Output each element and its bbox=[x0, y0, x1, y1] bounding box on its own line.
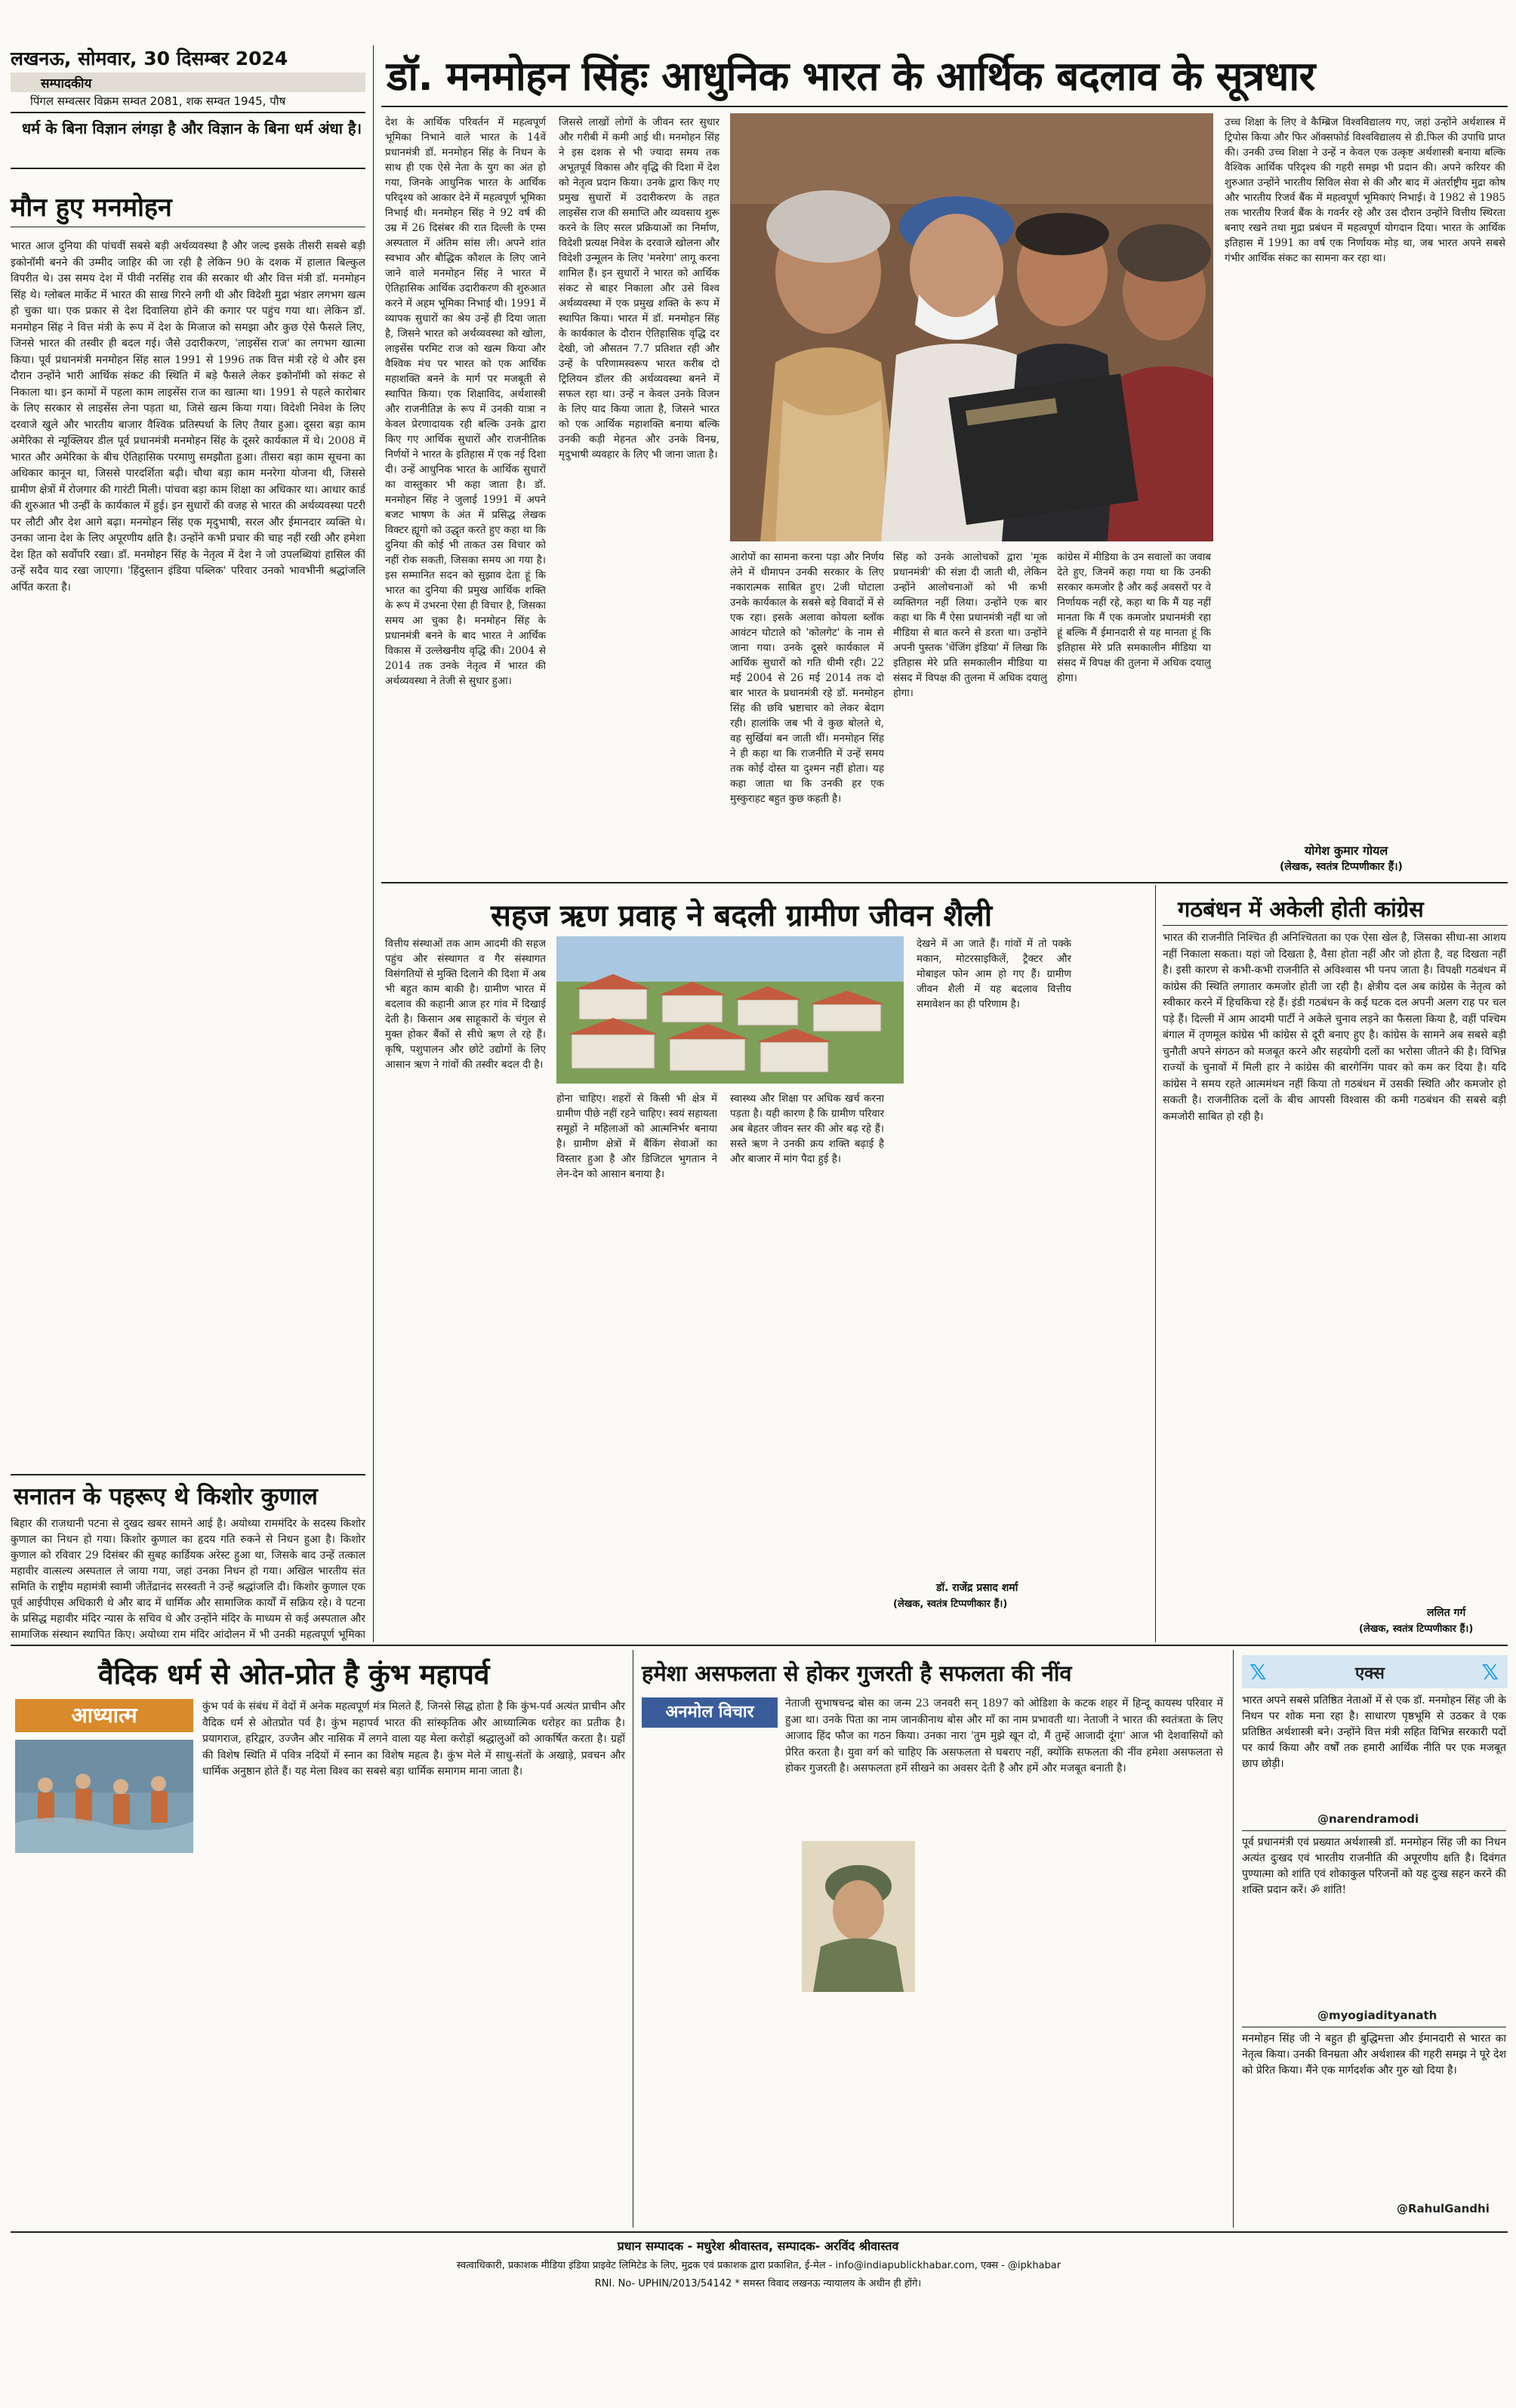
tweet-modi: भारत अपने सबसे प्रतिष्ठित नेताओं में से एक डॉ. मनमोहन सिंह जी के निधन पर शोक मना रहा है। साधारण पृष्ठभूमि से उठकर वे एक प्रतिष्ठित अर्थशास्त्री बने। उन्होंने वित्त मंत्री सहित विभिन्न सरकारी पदों पर कार्य किया और वर्षों तक हमारी आर्थिक नीति पर एक मजबूत छाप छोड़ी। bbox=[1242, 1694, 1506, 1770]
kumbh-headline: वैदिक धर्म से ओत-प्रोत है कुंभ महापर्व bbox=[98, 1658, 490, 1691]
gramin-headline: सहज ऋण प्रवाह ने बदली ग्रामीण जीवन शैली bbox=[491, 899, 993, 933]
lead-col-4: सिंह को उनके आलोचकों द्वारा 'मूक प्रधानमंत्री' की संज्ञा दी जाती थी, लेकिन उन्होंने आलोचनाओं को भी कभी व्यक्तिगत नहीं लिया। उन्होंने एक बार कहा था कि मैं ऐसा प्रधानमंत्री नहीं था जो मीडिया से बात करने से डरता था। उन्होंने अपनी पुस्तक 'चेंजिंग इंडिया' में लिखा कि इतिहास मेरे प्रति समकालीन मीडिया या संसद में विपक्ष की तुलना में अधिक दयालु होगा। bbox=[893, 551, 1047, 699]
lead-author-note: (लेखक, स्वतंत्र टिप्पणीकार हैं।) bbox=[1280, 861, 1403, 873]
footer-rni: RNI. No- UPHIN/2013/54142 * समस्त विवाद लखनऊ न्यायालय के अधीन ही होंगे। bbox=[594, 2278, 922, 2289]
congress-underline bbox=[1163, 925, 1508, 926]
gramin-author: डॉ. राजेंद्र प्रसाद शर्मा bbox=[936, 1582, 1018, 1594]
editorial-label: सम्पादकीय bbox=[41, 76, 92, 91]
lead-headline-rule bbox=[381, 106, 1508, 107]
kumbh-section-label: आध्यात्म bbox=[15, 1699, 193, 1732]
handle-modi[interactable]: @narendramodi bbox=[1317, 1812, 1419, 1826]
kishore-top-rule bbox=[11, 1474, 365, 1475]
mid-bottom-rule bbox=[11, 1645, 1508, 1646]
congress-headline: गठबंधन में अकेली होती कांग्रेस bbox=[1178, 896, 1424, 922]
tweet-rahul: मनमोहन सिंह जी ने बहुत ही बुद्धिमत्ता और ईमानदारी से भारत का नेतृत्व किया। उनकी विनम्रता और अर्थशास्त्र की गहरी समझ ने पूरे देश को प्रेरित किया। मैंने एक मार्गदर्शक और गुरु खो दिया है। bbox=[1242, 2033, 1506, 2077]
kumbh-snan-photo bbox=[15, 1740, 193, 1853]
lead-col-1: देश के आर्थिक परिवर्तन में महत्वपूर्ण भूमिका निभाने वाले भारत के 14वें प्रधानमंत्री डॉ. मनमोहन सिंह के निधन के साथ ही एक ऐसे नेता के युग का अंत हो गया, जिनके आधुनिक भारत के आर्थिक परिदृश्य को आकार देने में महत्वपूर्ण भूमिका निभाई थी। मनमोहन सिंह ने 92 वर्ष की उम्र में 26 दिसंबर की रात दिल्ली के एम्स अस्पताल में अंतिम सांस ली। अपने शांत स्वभाव और बौद्धिक कौशल के लिए जाने जाने वाले मनमोहन सिंह ने भारत में ऐतिहासिक आर्थिक उदारीकरण की शुरुआत करने में अहम भूमिका निभाई थी। 1991 में व्यापक सुधारों का श्रेय उन्हें ही दिया जाता है, जिसने भारत को अर्थव्यवस्था को खोला, लाइसेंस परमिट राज को खत्म किया और वैश्विक मंच पर भारत को एक आर्थिक महाशक्ति बनने के मार्ग पर मजबूती से स्थापित किया। एक शिक्षाविद, अर्थशास्त्री और राजनीतिज्ञ के रूप में उनकी यात्रा न केवल प्रेरणादायक रही बल्कि उनके द्वारा किए गए आर्थिक सुधारों और राजनीतिक निर्णयों ने भारत के इतिहास में एक नई दिशा दी। उन्हें आधुनिक भारत के आर्थिक सुधारों का वास्तुकार भी कहा जाता है। डॉ. मनमोहन सिंह ने जुलाई 1991 में अपने बजट भाषण के अंत में प्रसिद्ध लेखक विक्टर ह्यूगो को उद्धृत करते हुए कहा था कि दुनिया की कोई भी ताकत उस विचार को नहीं रोक सकती, जिसका समय आ गया है। इस सम्मानित सदन को सुझाव देता हूं कि भारत का दुनिया की प्रमुख आर्थिक शक्ति के रूप में उभरना ऐसा ही विचार है, जिसका समय आ चुका है। मनमोहन सिंह के प्रधानमंत्री बनने के बाद भारत ने आर्थिक विकास में उल्लेखनीय वृद्धि की। 2004 से 2014 तक उनके नेतृत्व में भारत की अर्थव्यवस्था ने तेजी से सुधार हुआ। bbox=[385, 116, 546, 687]
village-houses-photo bbox=[556, 936, 904, 1084]
footer-top-rule bbox=[11, 2231, 1508, 2233]
x-panel-header bbox=[1242, 1655, 1508, 1688]
x-panel-label: एक्स bbox=[1355, 1664, 1385, 1683]
mauna-headline: मौन हुए मनमोहन bbox=[11, 193, 172, 223]
kishore-body: बिहार की राजधानी पटना से दुखद खबर सामने आई है। अयोध्या राममंदिर के सदस्य किशोर कुणाल का निधन हो गया। किशोर कुणाल का हृदय गति रुकने से निधन हुआ है। किशोर कुणाल को रविवार 29 दिसंबर की सुबह कार्डियक अरेस्ट हुआ था, जिसके बाद उन्हें तत्काल महावीर वात्सल्य अस्पताल ले जाया गया, जहां उनका निधन हो गया। अखिल भारतीय संत समिति के राष्ट्रीय महामंत्री स्वामी जीतेंद्रानंद सरस्वती ने उन्हें श्रद्धांजलि दी। किशोर कुणाल एक पूर्व आईपीएस अधिकारी थे और बाद में धार्मिक और सामाजिक कार्यों में सक्रिय रहे। वे पटना के प्रसिद्ध महावीर मंदिर न्यास के सचिव थे और उन्होंने मंदिर के माध्यम से कई अस्पताल और सामाजिक संस्थान स्थापित किए। अयोध्या राम मंदिर आंदोलन में भी उनकी महत्वपूर्ण भूमिका bbox=[11, 1518, 365, 1641]
samvat-line: पिंगल सम्वत्सर विक्रम सम्वत 2081, शक सम्वत 1945, पौष bbox=[30, 94, 286, 108]
masthead-divider bbox=[11, 112, 365, 113]
kumbh-body: कुंभ पर्व के संबंध में वेदों में अनेक महत्वपूर्ण मंत्र मिलते हैं, जिनसे सिद्ध होता है कि कुंभ-पर्व अत्यंत प्राचीन और वैदिक धर्म से ओतप्रोत पर्व है। कुंभ महापर्व भारत की सांस्कृतिक और आध्यात्मिक धरोहर का प्रतीक है। प्रयागराज, हरिद्वार, उज्जैन और नासिक में लगने वाला यह मेला करोड़ों श्रद्धालुओं को आकर्षित करता है। ग्रहों की विशेष स्थिति में पवित्र नदियों में स्नान का विशेष महत्व है। कुंभ मेले में साधु-संतों के अखाड़े, प्रवचन और धार्मिक अनुष्ठान होते हैं। यह मेला विश्व का सबसे बड़ा धार्मिक समागम माना जाता है। bbox=[202, 1700, 625, 1777]
lead-headline: डॉ. मनमोहन सिंहः आधुनिक भारत के आर्थिक बदलाव के सूत्रधार bbox=[387, 54, 1315, 100]
vrule-left bbox=[373, 45, 374, 1642]
tweet-yogi: पूर्व प्रधानमंत्री एवं प्रख्यात अर्थशास्त्री डॉ. मनमोहन सिंह जी का निधन अत्यंत दुःखद एवं भारतीय राजनीति की अपूरणीय क्षति है। दिवंगत पुण्यात्मा को शांति एवं शोकाकुल परिजनों को यह दुःख सहन करने की शक्ति प्रदान करें। ॐ शांति! bbox=[1242, 1836, 1506, 1896]
lead-author: योगेश कुमार गोयल bbox=[1305, 843, 1388, 858]
footer-editors: प्रधान सम्पादक - मधुरेश श्रीवास्तव, सम्पादक- अरविंद श्रीवास्तव bbox=[617, 2239, 899, 2253]
vrule-x bbox=[1233, 1650, 1234, 2228]
motto: धर्म के बिना विज्ञान लंगड़ा है और विज्ञान के बिना धर्म अंधा है। bbox=[21, 119, 362, 137]
kishore-headline: सनातन के पहरूए थे किशोर कुणाल bbox=[14, 1483, 318, 1510]
x-logo-icon: 𝕏 bbox=[1249, 1660, 1267, 1685]
congress-author-note: (लेखक, स्वतंत्र टिप्पणीकार हैं।) bbox=[1359, 1623, 1474, 1635]
lead-col-2: जिससे लाखों लोगों के जीवन स्तर सुधार और गरीबी में कमी आई थी। मनमोहन सिंह ने इस दशक से भी ज्यादा समय तक अभूतपूर्व विकास और वृद्धि की दिशा में देश को नेतृत्व प्रदान किया। उनके द्वारा किए गए प्रमुख सुधारों में उदारीकरण के तहत लाइसेंस राज की समाप्ति और व्यवसाय शुरू करने के लिए सरल प्रक्रियाओं का निर्माण, विदेशी प्रत्यक्ष निवेश के दरवाजे खोलना और विदेशी उन्मूलन के लिए 'मनरेगा' लागू करना शामिल हैं। इन सुधारों ने भारत को आर्थिक संकट से बाहर निकाला और उसे विश्व अर्थव्यवस्था में एक प्रमुख शक्ति के रूप में स्थापित किया। भारत में डॉ. मनमोहन सिंह के कार्यकाल के दौरान ऐतिहासिक वृद्धि दर देखी, जो औसतन 7.7 प्रतिशत रही और उन्हें के परिणामस्वरूप भारत करीब दो ट्रिलियन डॉलर की अर्थव्यवस्था बनने में सफल रहा था। उन्हें न केवल उनके विजन के लिए याद किया जाता है, जिसने भारत को एक आर्थिक महाशक्ति बनाया बल्कि उनकी कड़ी मेहनत और उनके विनम्र, मृदुभाषी व्यवहार के लिए भी जाना जाता है। bbox=[559, 116, 719, 461]
manmohan-photo bbox=[730, 113, 1213, 541]
lead-col-5: कांग्रेस में मीडिया के उन सवालों का जवाब देते हुए, जिनमें कहा गया था कि उनकी सरकार कमजोर है और कई अवसरों पर वे निर्णायक नहीं रहे, कहा था कि मैं यह नहीं मानता कि मैं एक कमजोर प्रधानमंत्री रहा हूं बल्कि मैं ईमानदारी से यह मानता हूं कि इतिहास मेरे प्रति समकालीन मीडिया या संसद में विपक्ष की तुलना में अधिक दयालु होगा। bbox=[1057, 551, 1211, 684]
gramin-col-4: देखने में आ जाते हैं। गांवों में तो पक्के मकान, मोटरसाइकिलें, ट्रैक्टर और मोबाइल फोन आम हो गए हैं। ग्रामीण जीवन शैली में यह बदलाव वित्तीय समावेशन का ही परिणाम है। bbox=[917, 938, 1071, 1010]
gramin-author-note: (लेखक, स्वतंत्र टिप्पणीकार हैं।) bbox=[893, 1599, 1008, 1610]
safalta-headline: हमेशा असफलता से होकर गुजरती है सफलता की नींव bbox=[642, 1660, 1072, 1686]
dateline: लखनऊ, सोमवार, 30 दिसम्बर 2024 bbox=[11, 48, 288, 69]
gramin-col-2: होना चाहिए। शहरों से किसी भी क्षेत्र में ग्रामीण पीछे नहीं रहने चाहिए। स्वयं सहायता समूहों ने महिलाओं को आत्मनिर्भर बनाया है। ग्रामीण क्षेत्रों में बैंकिंग सेवाओं का विस्तार हुआ है और डिजिटल भुगतान ने लेन-देन को आसान बनाया है। bbox=[556, 1093, 717, 1180]
x-logo-icon-right: 𝕏 bbox=[1481, 1660, 1499, 1685]
lead-col-3: आरोपों का सामना करना पड़ा और निर्णय लेने में धीमापन उनकी सरकार के लिए नकारात्मक साबित हुए। 2जी घोटाला उनके कार्यकाल के सबसे बड़े विवादों में से एक रहा। इसके अलावा कोयला ब्लॉक आवंटन घोटाले को 'कोलगेट' के नाम से जाना गया। उनके दूसरे कार्यकाल में आर्थिक सुधारों को गति धीमी रही। 22 मई 2004 से 26 मई 2014 तक दो बार भारत के प्रधानमंत्री रहे डॉ. मनमोहन सिंह की छवि भ्रष्टाचार को लेकर बेदाग रही। हालांकि जब भी वे कुछ बोलते थे, वह सुर्खियां बन जाती थीं। मनमोहन सिंह ने ही कहा था कि राजनीति में उन्हें समय तक कोई दोस्त या दुश्मन नहीं होता। यह कहा जाता था कि उनकी हर एक मुस्कुराहट बहुत कुछ कहती है। bbox=[730, 551, 884, 805]
motto-divider bbox=[11, 168, 365, 169]
gramin-col-3: स्वास्थ्य और शिक्षा पर अधिक खर्च करना पड़ता है। यही कारण है कि ग्रामीण परिवार अब बेहतर जीवन स्तर की ओर बढ़ रहे हैं। सस्ते ऋण ने उनकी क्रय शक्ति बढ़ाई है और बाजार में मांग पैदा हुई है। bbox=[730, 1093, 884, 1165]
tweet-divider-1 bbox=[1242, 1830, 1506, 1831]
lead-col-6: उच्च शिक्षा के लिए वे कैम्ब्रिज विश्वविद्यालय गए, जहां उन्होंने अर्थशास्त्र में ट्रिपोस किया और फिर ऑक्सफोर्ड विश्वविद्यालय से डी.फिल की उपाधि प्राप्त की। उनकी उच्च शिक्षा ने उन्हें न केवल एक उत्कृष्ट अर्थशास्त्री बनाया बल्कि वैश्विक आर्थिक परिदृश्य की गहरी समझ भी प्रदान की। अपने करियर की शुरुआत उन्होंने भारतीय सिविल सेवा से की और बाद में अंतर्राष्ट्रीय मुद्रा कोष और भारतीय रिजर्व बैंक में महत्वपूर्ण भूमिकाएं निभाई। वे 1982 से 1985 तक भारतीय रिजर्व बैंक के गवर्नर रहे और उस दौरान उन्होंने वित्तीय स्थिरता बनाए रखने तथा मुद्रा प्रबंधन में महत्वपूर्ण योगदान दिया। भारत के आर्थिक इतिहास में 1991 का वर्ष एक निर्णायक मोड़ था, जब भारत अपने सबसे गंभीर आर्थिक संकट का सामना कर रहा था। bbox=[1225, 116, 1505, 264]
editorial-label-bar bbox=[11, 72, 365, 92]
footer-imprint: स्वत्वाधिकारी, प्रकाशक मीडिया इंडिया प्राइवेट लिमिटेड के लिए, मुद्रक एवं प्रकाशक द्वारा प्रकाशित, ई-मेल - info@indiapublickhabar.com, एक्स - @ipkhabar bbox=[456, 2260, 1062, 2271]
kumbh-body-left bbox=[15, 1859, 193, 2221]
netaji-portrait bbox=[802, 1841, 915, 1992]
congress-author: ललित गर्ग bbox=[1427, 1607, 1466, 1619]
lead-bottom-rule bbox=[381, 882, 1508, 883]
vrule-congress bbox=[1155, 885, 1156, 1642]
safalta-body: नेताजी सुभाषचन्द्र बोस का जन्म 23 जनवरी सन् 1897 को ओडिशा के कटक शहर में हिन्दू कायस्थ परिवार में हुआ था। उनके पिता का नाम जानकीनाथ बोस और माँ का नाम प्रभावती था। नेताजी ने भारत की स्वतंत्रता के लिए आजाद हिंद फौज का गठन किया। उनका नारा 'तुम मुझे खून दो, मैं तुम्हें आजादी दूंगा' आज भी देशवासियों को प्रेरित करता है। युवा वर्ग को चाहिए कि असफलता से घबराए नहीं, क्योंकि सफलता की नींव हमेशा असफलता से होकर गुजरती है। असफलता हमें सीखने का अवसर देती है और हमें और मजबूत बनाती है। bbox=[785, 1697, 1223, 1774]
gramin-col-1: वित्तीय संस्थाओं तक आम आदमी की सहज पहुंच और संस्थागत व गैर संस्थागत विसंगतियों से मुक्ति दिलाने की दिशा में अब भी बहुत काम बाकी है। ग्रामीण भारत में बदलाव की कहानी आज हर गांव में दिखाई देती है। किसान अब साहूकारों के चंगुल से मुक्त होकर बैंकों से सीधे ऋण ले रहे हैं। कृषि, पशुपालन और छोटे उद्योगों के लिए आसान ऋण ने गांवों की तस्वीर बदल दी है। bbox=[385, 938, 546, 1071]
handle-rahul[interactable]: @RahulGandhi bbox=[1397, 2202, 1490, 2215]
safalta-section-label: अनमोल विचार bbox=[642, 1697, 778, 1728]
congress-body: भारत की राजनीति निश्चित ही अनिश्चितता का एक ऐसा खेल है, जिसका सीधा-सा आशय नहीं निकाला सकता। यहां जो दिखता है, वैसा होता नहीं और जो होता है, वह दिखता नहीं है। इसी कारण से कभी-कभी राजनीति से अविश्वास भी पनप जाता है। विपक्षी गठबंधन में कांग्रेस की स्थिति लगातार कमजोर होती जा रही है। क्षेत्रीय दल अब कांग्रेस के नेतृत्व को स्वीकार करने में हिचकिचा रहे हैं। इंडी गठबंधन के कई घटक दल अपनी अलग राह पर चल पड़े हैं। दिल्ली में आम आदमी पार्टी ने अकेले चुनाव लड़ने का फैसला किया है, वहीं पश्चिम बंगाल में तृणमूल कांग्रेस भी कांग्रेस से दूरी बनाए हुए है। कांग्रेस के सामने अब सबसे बड़ी चुनौती अपने संगठन को मजबूत करने और सहयोगी दलों का भरोसा जीतने की है। विभिन्न राज्यों के चुनावों में मिली हार ने कांग्रेस की बारगेनिंग पावर को कम कर दिया है। यदि कांग्रेस ने समय रहते आत्ममंथन नहीं किया तो गठबंधन में उसकी स्थिति और कमजोर हो सकती है। राजनीतिक दलों के बीच आपसी विश्वास की कमी गठबंधन की सबसे बड़ी कमजोरी साबित हो रही है। bbox=[1163, 932, 1506, 1123]
handle-yogi[interactable]: @myogiadityanath bbox=[1317, 2009, 1437, 2022]
mauna-body: भारत आज दुनिया की पांचवीं सबसे बड़ी अर्थव्यवस्था है और जल्द इसके तीसरी सबसे बड़ी इकोनॉमी बनने की उम्मीद जाहिर की जा रही है लेकिन 90 के दशक में हालात बिल्कुल विपरीत थे। उस समय देश में पीवी नरसिंह राव की सरकार थी और वित्त मंत्री डॉ. मनमोहन सिंह थे। ग्लोबल मार्केट में भारत की साख गिरने लगी थी और विदेशी मुद्रा भंडार लगभग खत्म हो चुका था। एक प्रकार से देश दिवालिया होने की कगार पर पहुंच गया था। लेकिन डॉ. मनमोहन सिंह ने वित्त मंत्री के रूप में देश के मिजाज को समझा और कुछ ऐसे फैसले लिए, जिनसे भारत की तस्वीर ही बदल गई। जैसे उदारीकरण, 'लाइसेंस राज' का लगभग खात्मा किया। पूर्व प्रधानमंत्री मनमोहन सिंह साल 1991 से 1996 तक वित्त मंत्री रहे थे और इस दौरान उन्होंने भारी आर्थिक संकट की स्थिति में बड़े फैसले लेकर इकोनॉमी को संकट से निकाला था। इन कामों में पहला काम लाइसेंस राज का खात्मा था। 1991 से पहले कारोबार के लिए सरकार से लाइसेंस लेना पड़ता था, जिसे खत्म किया गया। विदेशी निवेश के लिए दरवाजे खुले और भारतीय बाजार वैश्विक प्रतिस्पर्धा के लिए तैयार हुआ। दूसरा बड़ा काम अमेरिका से न्यूक्लियर डील पूर्व प्रधानमंत्री मनमोहन सिंह के दूसरे कार्यकाल में थे। 2008 में भारत और अमेरिका के बीच ऐतिहासिक परमाणु समझौता हुआ। तीसरा बड़ा काम सूचना का अधिकार कानून था, जिससे पारदर्शिता बढ़ी। चौथा बड़ा काम मनरेगा योजना थी, जिससे ग्रामीण क्षेत्रों में रोजगार की गारंटी मिली। पांचवा बड़ा काम शिक्षा का अधिकार था। आधार कार्ड की शुरुआत भी उन्हीं के कार्यकाल में हुई। इन सुधारों की वजह से भारत की अर्थव्यवस्था पटरी पर लौटी और देश आगे बढ़ा। मनमोहन सिंह एक मृदुभाषी, सरल और ईमानदार व्यक्ति थे। उनका जाना देश के लिए अपूरणीय क्षति है। उन्होंने कभी प्रचार की चाह नहीं रखी और हमेशा देश हित को सर्वोपरि रखा। डॉ. मनमोहन सिंह के नेतृत्व में देश ने जो उपलब्धियां हासिल कीं उन्हें सदैव याद रखा जाएगा। 'हिंदुस्तान इंडिया पब्लिक' परिवार उनको भावभीनी श्रद्धांजलि अर्पित करता है। bbox=[11, 240, 365, 594]
